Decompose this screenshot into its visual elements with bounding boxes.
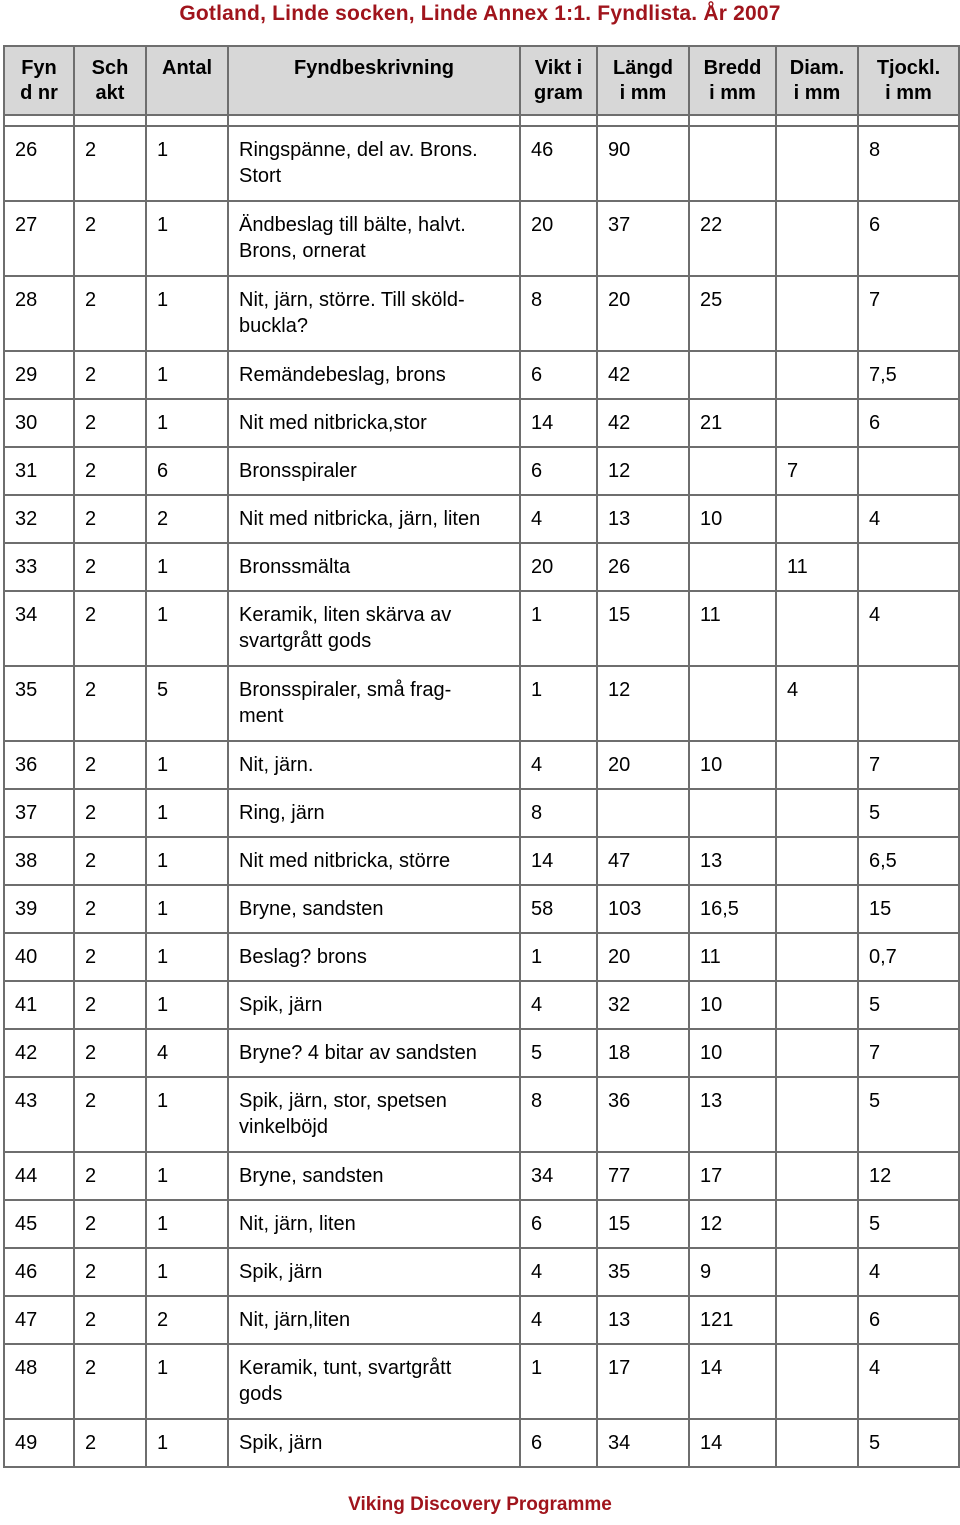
col-header-fynd-nr: Fyn d nr <box>4 46 74 115</box>
cell-schakt: 2 <box>74 201 146 276</box>
description-line: Bronsspiraler, små frag- <box>239 679 452 701</box>
description-line: Ringspänne, del av. Brons. <box>239 139 478 161</box>
cell-antal: 1 <box>146 885 228 933</box>
cell-langd: 90 <box>597 126 689 201</box>
cell-diam <box>776 1200 858 1248</box>
cell-bredd: 10 <box>689 741 776 789</box>
cell-bredd: 22 <box>689 201 776 276</box>
cell-langd: 20 <box>597 933 689 981</box>
table-row <box>4 1077 959 1152</box>
cell-diam <box>776 399 858 447</box>
description-line: vinkelböjd <box>239 1116 328 1138</box>
cell-fyndbeskrivning <box>228 1200 520 1248</box>
description-line: ment <box>239 705 284 727</box>
cell-fynd-nr: 45 <box>4 1200 74 1248</box>
cell-schakt: 2 <box>74 885 146 933</box>
description-line: Bryne, sandsten <box>239 1165 384 1187</box>
cell-antal: 1 <box>146 1077 228 1152</box>
cell-vikt: 1 <box>520 591 597 666</box>
cell-langd: 47 <box>597 837 689 885</box>
cell-tjockl: 7 <box>858 741 959 789</box>
cell-langd: 20 <box>597 276 689 351</box>
description-line: Spik, järn <box>239 1432 323 1454</box>
table-row <box>4 1344 959 1419</box>
cell-antal: 1 <box>146 591 228 666</box>
cell-schakt: 2 <box>74 1029 146 1077</box>
cell-diam <box>776 789 858 837</box>
cell-langd: 42 <box>597 399 689 447</box>
description-line: Nit, järn, större. Till sköld- <box>239 289 465 311</box>
cell-tjockl: 0,7 <box>858 933 959 981</box>
cell-diam <box>776 981 858 1029</box>
col-header-bredd: Bredd i mm <box>689 46 776 115</box>
cell-fyndbeskrivning <box>228 789 520 837</box>
cell-tjockl: 4 <box>858 1344 959 1419</box>
cell-fynd-nr: 30 <box>4 399 74 447</box>
cell-schakt: 2 <box>74 1152 146 1200</box>
cell-diam <box>776 126 858 201</box>
cell-fynd-nr: 42 <box>4 1029 74 1077</box>
cell-vikt: 8 <box>520 789 597 837</box>
cell-langd: 42 <box>597 351 689 399</box>
cell-fyndbeskrivning <box>228 351 520 399</box>
cell-fynd-nr: 39 <box>4 885 74 933</box>
cell-antal: 1 <box>146 276 228 351</box>
cell-schakt: 2 <box>74 591 146 666</box>
find-list-table <box>3 45 960 1468</box>
description-line: Remändebeslag, brons <box>239 364 446 386</box>
cell-fyndbeskrivning <box>228 1296 520 1344</box>
description-line: Beslag? brons <box>239 946 367 968</box>
cell-vikt: 4 <box>520 495 597 543</box>
table-row <box>4 1296 959 1344</box>
cell-bredd: 25 <box>689 276 776 351</box>
cell-diam: 11 <box>776 543 858 591</box>
cell-tjockl: 4 <box>858 495 959 543</box>
cell-antal: 1 <box>146 543 228 591</box>
cell-bredd: 17 <box>689 1152 776 1200</box>
description-line: Spik, järn <box>239 1261 323 1283</box>
cell-schakt: 2 <box>74 981 146 1029</box>
cell-fynd-nr: 44 <box>4 1152 74 1200</box>
cell-langd: 20 <box>597 741 689 789</box>
cell-vikt: 5 <box>520 1029 597 1077</box>
description-line: Nit med nitbricka, större <box>239 850 451 872</box>
cell-fyndbeskrivning <box>228 741 520 789</box>
cell-vikt: 1 <box>520 933 597 981</box>
cell-tjockl: 12 <box>858 1152 959 1200</box>
cell-tjockl <box>858 666 959 741</box>
col-header-antal: Antal <box>146 46 228 115</box>
description-line: gods <box>239 1383 283 1405</box>
cell-fyndbeskrivning <box>228 126 520 201</box>
cell-tjockl: 7,5 <box>858 351 959 399</box>
cell-bredd <box>689 666 776 741</box>
cell-fynd-nr: 31 <box>4 447 74 495</box>
cell-fynd-nr: 48 <box>4 1344 74 1419</box>
cell-antal: 1 <box>146 351 228 399</box>
col-header-diam: Diam. i mm <box>776 46 858 115</box>
cell-antal: 1 <box>146 201 228 276</box>
description-line: Nit, järn. <box>239 754 314 776</box>
cell-bredd: 16,5 <box>689 885 776 933</box>
cell-bredd <box>689 789 776 837</box>
description-line: Bryne, sandsten <box>239 898 384 920</box>
cell-bredd: 12 <box>689 1200 776 1248</box>
cell-fynd-nr: 29 <box>4 351 74 399</box>
cell-diam <box>776 837 858 885</box>
description-line: Ring, järn <box>239 802 325 824</box>
cell-tjockl: 7 <box>858 276 959 351</box>
cell-schakt: 2 <box>74 1419 146 1467</box>
description-line: Stort <box>239 165 282 187</box>
cell-schakt: 2 <box>74 126 146 201</box>
cell-fyndbeskrivning <box>228 981 520 1029</box>
cell-schakt: 2 <box>74 1296 146 1344</box>
table-row <box>4 1419 959 1467</box>
cell-langd: 12 <box>597 447 689 495</box>
header-spacer-row <box>4 115 959 126</box>
cell-tjockl: 15 <box>858 885 959 933</box>
cell-schakt: 2 <box>74 666 146 741</box>
cell-fyndbeskrivning <box>228 933 520 981</box>
cell-schakt: 2 <box>74 543 146 591</box>
cell-fynd-nr: 38 <box>4 837 74 885</box>
cell-bredd: 11 <box>689 933 776 981</box>
cell-bredd: 9 <box>689 1248 776 1296</box>
cell-fyndbeskrivning <box>228 1248 520 1296</box>
cell-langd: 13 <box>597 1296 689 1344</box>
table-row <box>4 789 959 837</box>
cell-langd: 35 <box>597 1248 689 1296</box>
cell-diam <box>776 201 858 276</box>
cell-langd: 26 <box>597 543 689 591</box>
cell-tjockl: 4 <box>858 591 959 666</box>
description-line: Nit, järn, liten <box>239 1213 356 1235</box>
col-header-schakt: Sch akt <box>74 46 146 115</box>
cell-fynd-nr: 35 <box>4 666 74 741</box>
cell-antal: 4 <box>146 1029 228 1077</box>
cell-langd: 34 <box>597 1419 689 1467</box>
cell-schakt: 2 <box>74 1248 146 1296</box>
cell-vikt: 4 <box>520 1248 597 1296</box>
cell-schakt: 2 <box>74 351 146 399</box>
cell-tjockl: 5 <box>858 1200 959 1248</box>
cell-bredd <box>689 126 776 201</box>
cell-schakt: 2 <box>74 1077 146 1152</box>
cell-fynd-nr: 41 <box>4 981 74 1029</box>
cell-tjockl: 8 <box>858 126 959 201</box>
table-row <box>4 741 959 789</box>
cell-fynd-nr: 26 <box>4 126 74 201</box>
cell-vikt: 58 <box>520 885 597 933</box>
description-line: Brons, ornerat <box>239 240 366 262</box>
cell-fyndbeskrivning <box>228 276 520 351</box>
cell-tjockl: 5 <box>858 789 959 837</box>
cell-vikt: 14 <box>520 399 597 447</box>
table-row <box>4 666 959 741</box>
cell-diam <box>776 351 858 399</box>
cell-fynd-nr: 47 <box>4 1296 74 1344</box>
cell-fynd-nr: 32 <box>4 495 74 543</box>
description-line: Spik, järn <box>239 994 323 1016</box>
description-line: Nit med nitbricka, järn, liten <box>239 508 481 530</box>
cell-schakt: 2 <box>74 447 146 495</box>
cell-vikt: 6 <box>520 1419 597 1467</box>
cell-antal: 6 <box>146 447 228 495</box>
cell-tjockl: 5 <box>858 1419 959 1467</box>
cell-fynd-nr: 27 <box>4 201 74 276</box>
cell-tjockl: 6 <box>858 399 959 447</box>
cell-antal: 2 <box>146 495 228 543</box>
table-row <box>4 276 959 351</box>
cell-vikt: 6 <box>520 447 597 495</box>
cell-schakt: 2 <box>74 1200 146 1248</box>
cell-bredd: 21 <box>689 399 776 447</box>
cell-diam <box>776 1419 858 1467</box>
cell-tjockl <box>858 447 959 495</box>
cell-diam <box>776 591 858 666</box>
table-row <box>4 1029 959 1077</box>
cell-antal: 1 <box>146 1419 228 1467</box>
cell-fynd-nr: 36 <box>4 741 74 789</box>
cell-vikt: 46 <box>520 126 597 201</box>
cell-antal: 1 <box>146 837 228 885</box>
cell-langd: 37 <box>597 201 689 276</box>
cell-antal: 1 <box>146 1344 228 1419</box>
cell-antal: 1 <box>146 1248 228 1296</box>
table-row <box>4 201 959 276</box>
cell-fyndbeskrivning <box>228 885 520 933</box>
cell-diam <box>776 1296 858 1344</box>
cell-vikt: 1 <box>520 1344 597 1419</box>
cell-bredd: 10 <box>689 981 776 1029</box>
table-row <box>4 495 959 543</box>
cell-diam <box>776 495 858 543</box>
footer-programme: Viking Discovery Programme <box>348 1494 612 1515</box>
table-row <box>4 1200 959 1248</box>
header-row <box>4 46 959 115</box>
cell-fyndbeskrivning <box>228 399 520 447</box>
cell-antal: 1 <box>146 741 228 789</box>
table-row <box>4 591 959 666</box>
cell-fyndbeskrivning <box>228 1077 520 1152</box>
cell-langd: 36 <box>597 1077 689 1152</box>
cell-diam <box>776 1248 858 1296</box>
table-row <box>4 351 959 399</box>
cell-fyndbeskrivning <box>228 201 520 276</box>
cell-bredd: 10 <box>689 495 776 543</box>
table-row <box>4 1152 959 1200</box>
cell-fynd-nr: 28 <box>4 276 74 351</box>
cell-fynd-nr: 46 <box>4 1248 74 1296</box>
cell-langd: 15 <box>597 1200 689 1248</box>
cell-schakt: 2 <box>74 789 146 837</box>
cell-fynd-nr: 49 <box>4 1419 74 1467</box>
cell-antal: 5 <box>146 666 228 741</box>
page-title: Gotland, Linde socken, Linde Annex 1:1. Fyndlista. År 2007 <box>179 2 781 25</box>
cell-diam <box>776 1077 858 1152</box>
cell-bredd: 11 <box>689 591 776 666</box>
description-line: Keramik, tunt, svartgrått <box>239 1357 452 1379</box>
cell-antal: 1 <box>146 1152 228 1200</box>
cell-vikt: 20 <box>520 201 597 276</box>
cell-fyndbeskrivning <box>228 591 520 666</box>
cell-bredd: 10 <box>689 1029 776 1077</box>
description-line: Bronssmälta <box>239 556 351 578</box>
cell-bredd: 14 <box>689 1344 776 1419</box>
cell-bredd: 121 <box>689 1296 776 1344</box>
cell-vikt: 34 <box>520 1152 597 1200</box>
cell-schakt: 2 <box>74 741 146 789</box>
cell-langd: 32 <box>597 981 689 1029</box>
cell-fyndbeskrivning <box>228 1152 520 1200</box>
cell-vikt: 4 <box>520 1296 597 1344</box>
cell-tjockl: 6 <box>858 1296 959 1344</box>
table-row <box>4 543 959 591</box>
cell-fyndbeskrivning <box>228 1344 520 1419</box>
cell-diam <box>776 1152 858 1200</box>
cell-fynd-nr: 34 <box>4 591 74 666</box>
cell-vikt: 4 <box>520 981 597 1029</box>
cell-bredd <box>689 447 776 495</box>
cell-diam <box>776 1344 858 1419</box>
cell-fyndbeskrivning <box>228 543 520 591</box>
cell-langd: 17 <box>597 1344 689 1419</box>
cell-antal: 1 <box>146 399 228 447</box>
cell-fynd-nr: 33 <box>4 543 74 591</box>
cell-antal: 1 <box>146 981 228 1029</box>
cell-bredd <box>689 543 776 591</box>
cell-vikt: 14 <box>520 837 597 885</box>
cell-antal: 1 <box>146 126 228 201</box>
cell-antal: 1 <box>146 789 228 837</box>
cell-bredd: 13 <box>689 1077 776 1152</box>
cell-antal: 1 <box>146 933 228 981</box>
cell-vikt: 8 <box>520 276 597 351</box>
table-row <box>4 447 959 495</box>
cell-tjockl: 6,5 <box>858 837 959 885</box>
col-header-langd: Längd i mm <box>597 46 689 115</box>
cell-schakt: 2 <box>74 837 146 885</box>
table-row <box>4 126 959 201</box>
description-line: Nit med nitbricka,stor <box>239 412 427 434</box>
description-line: svartgrått gods <box>239 630 372 652</box>
cell-schakt: 2 <box>74 933 146 981</box>
table-row <box>4 837 959 885</box>
cell-tjockl: 6 <box>858 201 959 276</box>
cell-tjockl: 5 <box>858 1077 959 1152</box>
cell-fyndbeskrivning <box>228 837 520 885</box>
table-row <box>4 885 959 933</box>
cell-vikt: 4 <box>520 741 597 789</box>
cell-tjockl <box>858 543 959 591</box>
cell-fynd-nr: 40 <box>4 933 74 981</box>
cell-vikt: 20 <box>520 543 597 591</box>
description-line: Nit, järn,liten <box>239 1309 351 1331</box>
cell-diam <box>776 1029 858 1077</box>
table-row <box>4 399 959 447</box>
cell-diam <box>776 933 858 981</box>
cell-diam: 7 <box>776 447 858 495</box>
cell-diam <box>776 741 858 789</box>
cell-diam <box>776 276 858 351</box>
cell-langd: 12 <box>597 666 689 741</box>
cell-schakt: 2 <box>74 399 146 447</box>
description-line: Bronsspiraler <box>239 460 357 482</box>
description-line: Ändbeslag till bälte, halvt. <box>239 214 466 236</box>
cell-tjockl: 5 <box>858 981 959 1029</box>
description-line: Spik, järn, stor, spetsen <box>239 1090 447 1112</box>
cell-fyndbeskrivning <box>228 666 520 741</box>
table-row <box>4 933 959 981</box>
cell-langd: 15 <box>597 591 689 666</box>
cell-langd <box>597 789 689 837</box>
description-line: buckla? <box>239 315 308 337</box>
cell-fyndbeskrivning <box>228 495 520 543</box>
cell-schakt: 2 <box>74 1344 146 1419</box>
cell-bredd: 13 <box>689 837 776 885</box>
cell-langd: 13 <box>597 495 689 543</box>
col-header-fyndbeskrivning: Fyndbeskrivning <box>228 46 520 115</box>
cell-vikt: 6 <box>520 351 597 399</box>
cell-vikt: 8 <box>520 1077 597 1152</box>
cell-langd: 18 <box>597 1029 689 1077</box>
col-header-vikt: Vikt i gram <box>520 46 597 115</box>
cell-langd: 103 <box>597 885 689 933</box>
table-row <box>4 1248 959 1296</box>
table-row <box>4 981 959 1029</box>
cell-bredd: 14 <box>689 1419 776 1467</box>
cell-fyndbeskrivning <box>228 1419 520 1467</box>
cell-langd: 77 <box>597 1152 689 1200</box>
cell-vikt: 6 <box>520 1200 597 1248</box>
cell-bredd <box>689 351 776 399</box>
cell-tjockl: 7 <box>858 1029 959 1077</box>
col-header-tjockl: Tjockl. i mm <box>858 46 959 115</box>
description-line: Bryne? 4 bitar av sandsten <box>239 1042 477 1064</box>
cell-fyndbeskrivning <box>228 447 520 495</box>
cell-fynd-nr: 37 <box>4 789 74 837</box>
cell-diam: 4 <box>776 666 858 741</box>
cell-schakt: 2 <box>74 276 146 351</box>
description-line: Keramik, liten skärva av <box>239 604 452 626</box>
cell-diam <box>776 885 858 933</box>
cell-antal: 1 <box>146 1200 228 1248</box>
find-rows <box>4 126 959 1467</box>
cell-antal: 2 <box>146 1296 228 1344</box>
cell-schakt: 2 <box>74 495 146 543</box>
cell-fynd-nr: 43 <box>4 1077 74 1152</box>
cell-vikt: 1 <box>520 666 597 741</box>
cell-fyndbeskrivning <box>228 1029 520 1077</box>
cell-tjockl: 4 <box>858 1248 959 1296</box>
